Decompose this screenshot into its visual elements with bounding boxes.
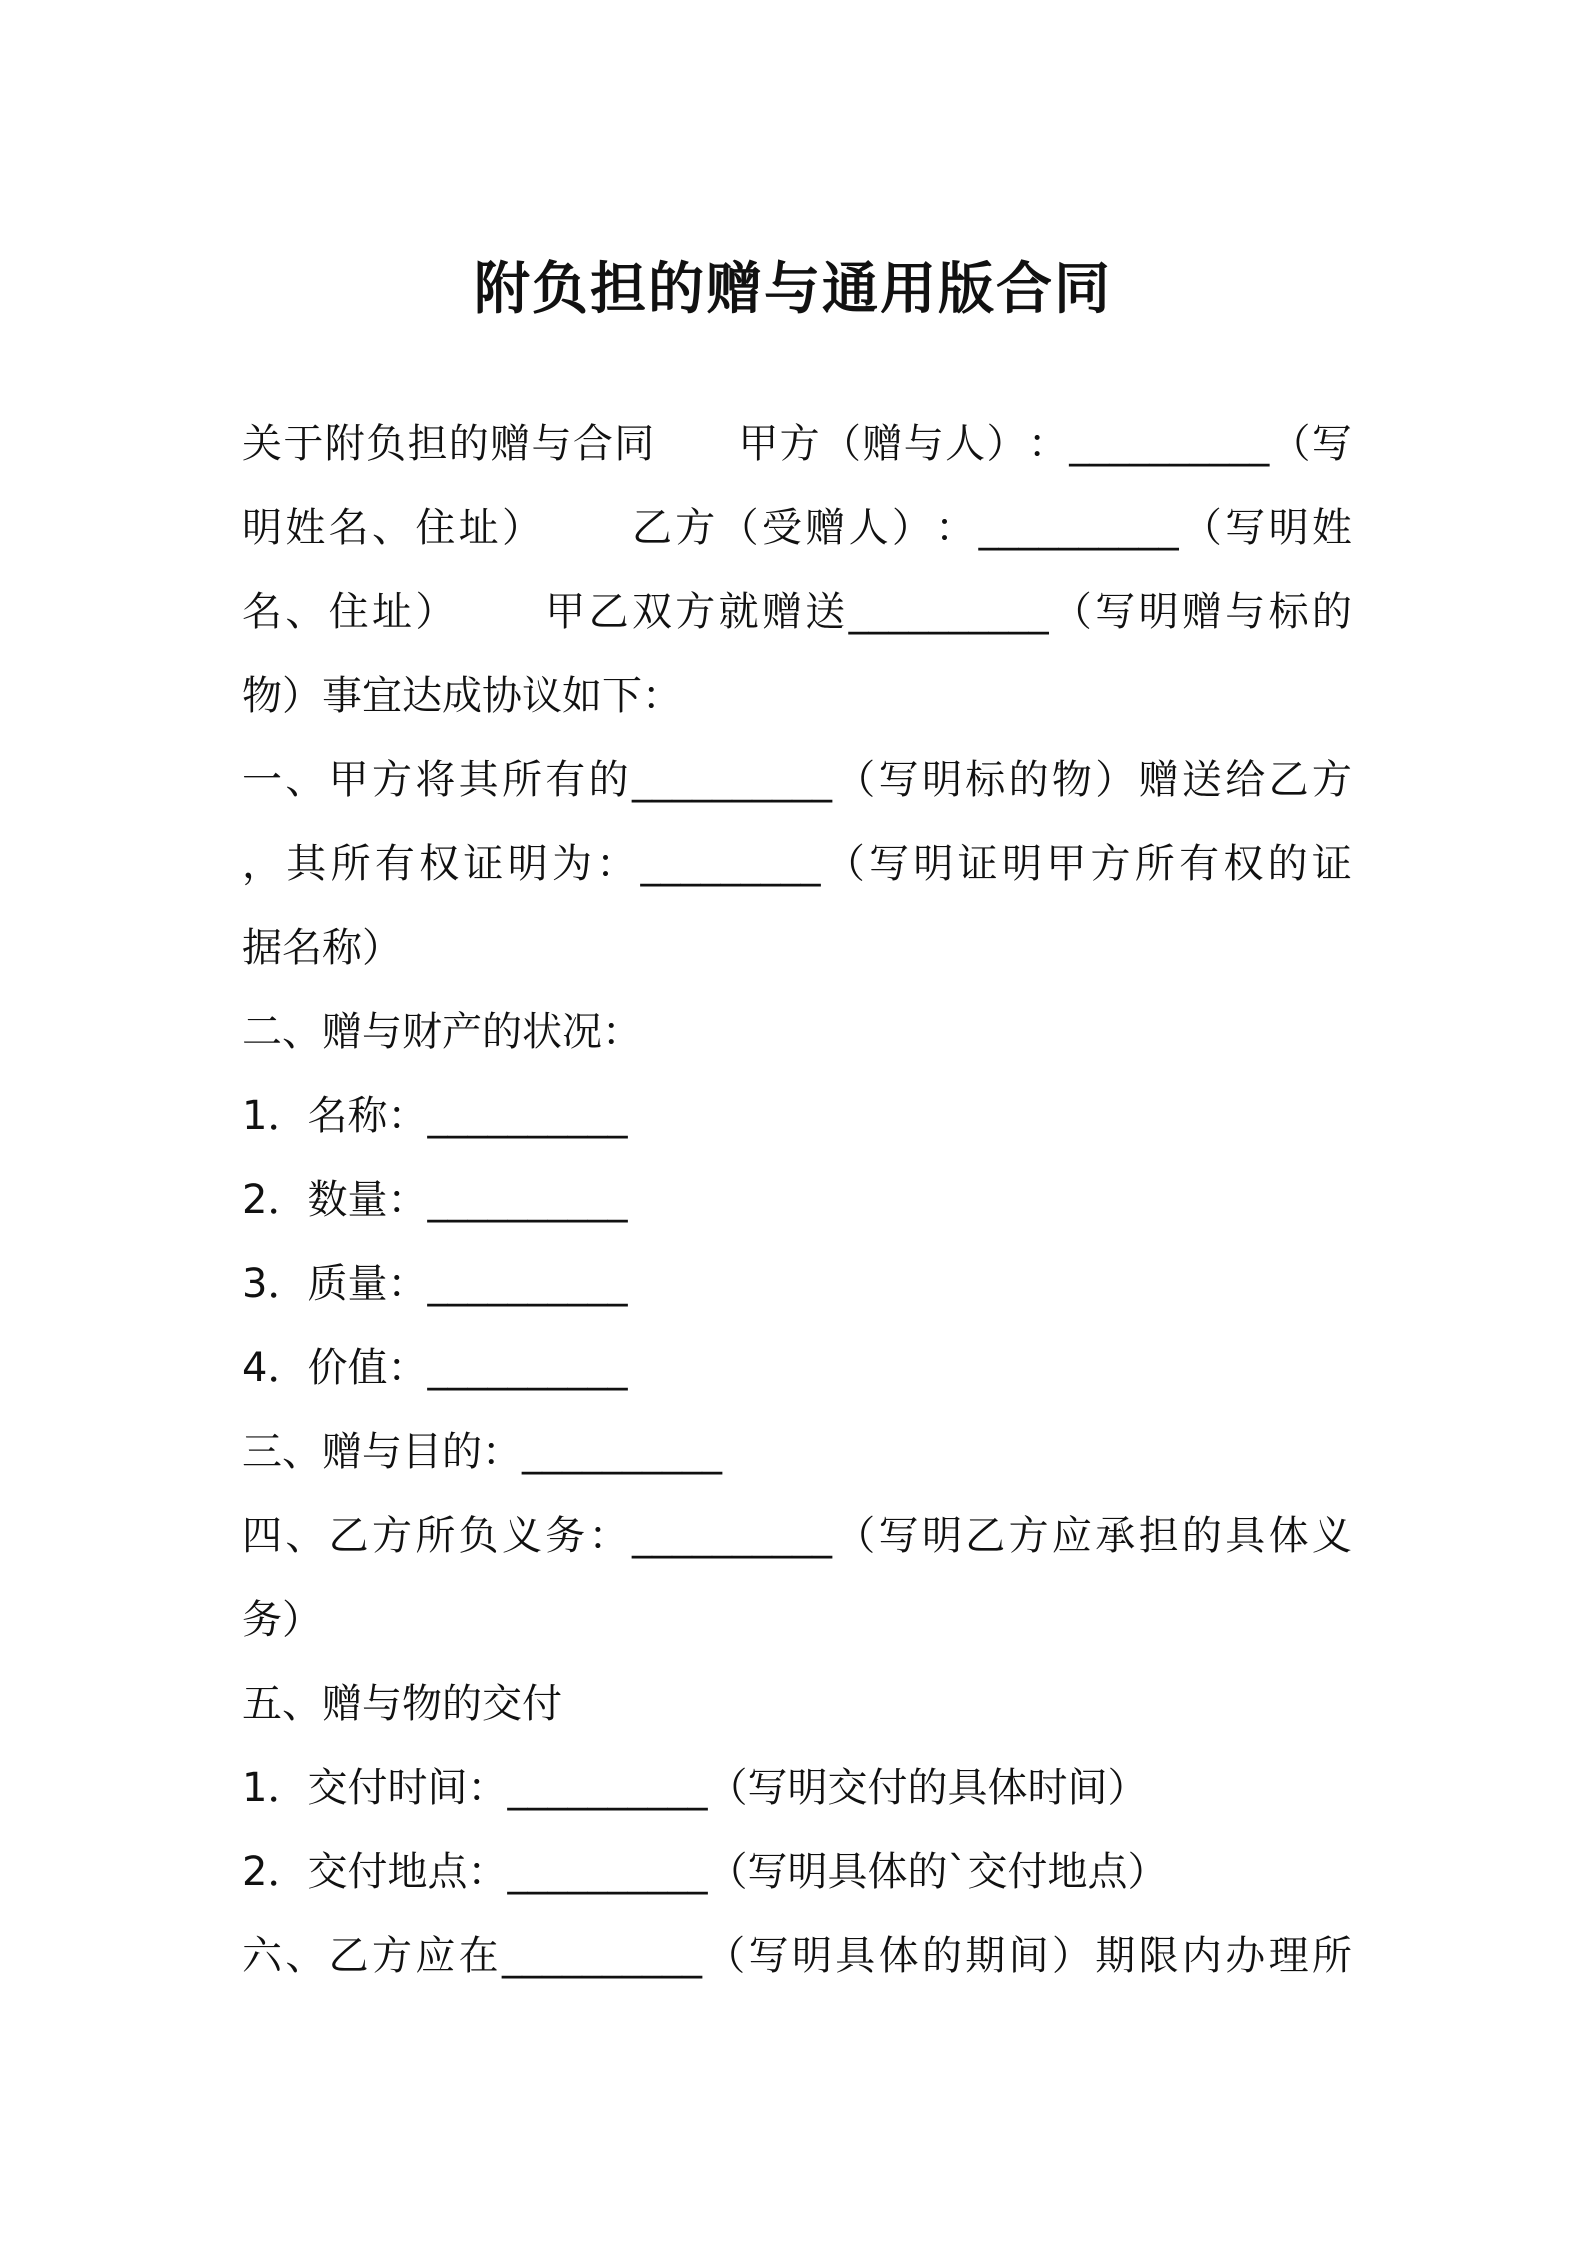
clause-line: 六 、 乙 方 应 在 __________ （ 写 明 具 体 的 期 间 ） 期 限 内 办 理 所 xyxy=(242,1933,1352,1979)
clause-line: 二、赠与财产的状况： xyxy=(242,1009,642,1055)
clause-item: 2．交付地点：__________（写明具体的`交付地点） xyxy=(242,1849,1168,1895)
clause-item: 3．质量：__________ xyxy=(242,1261,628,1307)
clause-line: 据名称） xyxy=(242,925,402,971)
paragraph-line: 名 、 住 址 ） 甲 乙 双 方 就 赠 送 __________ （ 写 明 赠 与 标 的 xyxy=(242,589,1352,635)
clause-line: ， 其 所 有 权 证 明 为 ： _________ （ 写 明 证 明 甲 方 所 有 权 的 证 xyxy=(242,841,1352,887)
paragraph-line: 物）事宜达成协议如下： xyxy=(242,673,682,719)
clause-line: 三、赠与目的：__________ xyxy=(242,1429,722,1475)
clause-item: 4．价值：__________ xyxy=(242,1345,628,1391)
clause-line: 五、赠与物的交付 xyxy=(242,1681,562,1727)
clause-item: 2．数量：__________ xyxy=(242,1177,628,1223)
clause-line: 四 、 乙 方 所 负 义 务 ： __________ （ 写 明 乙 方 应 承 担 的 具 体 义 xyxy=(242,1513,1352,1559)
clause-item: 1．名称：__________ xyxy=(242,1093,628,1139)
document-title: 附负担的赠与通用版合同 xyxy=(474,257,1112,322)
clause-line: 务） xyxy=(242,1597,322,1643)
document-body xyxy=(242,402,1352,1998)
clause-item: 1．交付时间：__________（写明交付的具体时间） xyxy=(242,1765,1148,1811)
paragraph-line: 明 姓 名 、 住 址 ） 乙 方 （ 受 赠 人 ） ： __________ （ 写 明 姓 xyxy=(242,505,1352,551)
clause-line: 一 、 甲 方 将 其 所 有 的 __________ （ 写 明 标 的 物 ） 赠 送 给 乙 方 xyxy=(242,757,1352,803)
paragraph-line: 关 于 附 负 担 的 赠 与 合 同 甲 方 （ 赠 与 人 ） ： __________ （ 写 xyxy=(242,421,1352,467)
